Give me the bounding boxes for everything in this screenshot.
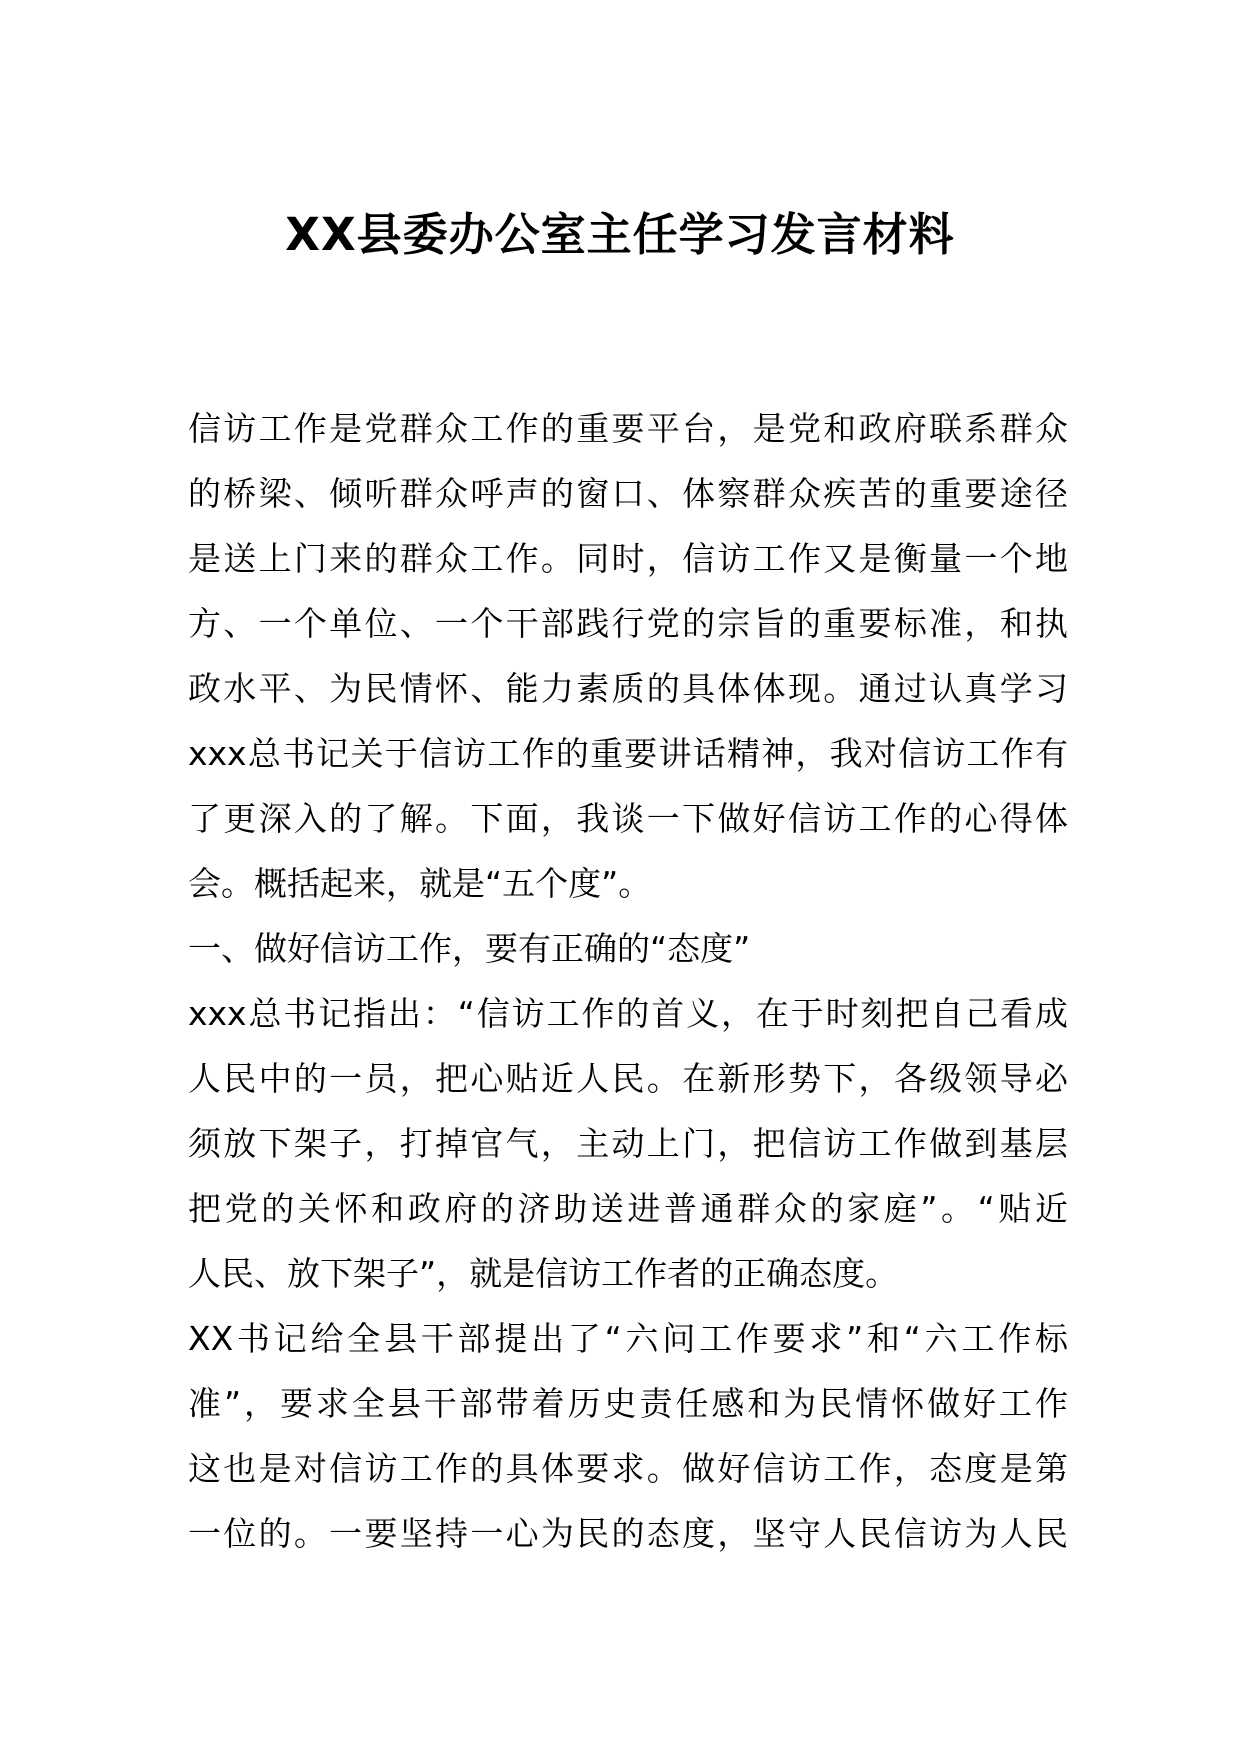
body-line-8: 会。概括起来，就是“五个度”。 xyxy=(188,864,652,903)
body-line-3: 是送上门来的群众工作。同时，信访工作又是衡量一个地 xyxy=(188,539,1068,578)
body-line-10: xxx总书记指出：“信访工作的首义，在于时刻把自己看成 xyxy=(188,994,1068,1033)
body-line-1: 信访工作是党群众工作的重要平台，是党和政府联系群众 xyxy=(188,409,1068,448)
body-line-6: xxx总书记关于信访工作的重要讲话精神，我对信访工作有 xyxy=(188,734,1068,773)
body-line-11: 人民中的一员，把心贴近人民。在新形势下，各级领导必 xyxy=(188,1059,1068,1098)
body-line-7: 了更深入的了解。下面，我谈一下做好信访工作的心得体 xyxy=(188,799,1068,838)
section-heading-1: 一、做好信访工作，要有正确的“态度” xyxy=(188,929,751,968)
document-title: XX县委办公室主任学习发言材料 xyxy=(285,208,955,261)
body-line-14: 人民、放下架子”，就是信访工作者的正确态度。 xyxy=(188,1254,899,1293)
body-line-16: 准”，要求全县干部带着历史责任感和为民情怀做好工作 xyxy=(188,1384,1068,1423)
body-line-12: 须放下架子，打掉官气，主动上门，把信访工作做到基层 xyxy=(188,1124,1068,1163)
body-line-18: 一位的。一要坚持一心为民的态度，坚守人民信访为人民 xyxy=(188,1514,1068,1553)
body-line-4: 方、一个单位、一个干部践行党的宗旨的重要标准，和执 xyxy=(188,604,1068,643)
body-line-17: 这也是对信访工作的具体要求。做好信访工作，态度是第 xyxy=(188,1449,1068,1488)
document-body xyxy=(188,396,1068,1566)
body-line-15: XX书记给全县干部提出了“六问工作要求”和“六工作标 xyxy=(188,1319,1068,1358)
body-line-5: 政水平、为民情怀、能力素质的具体体现。通过认真学习 xyxy=(188,669,1068,708)
body-line-13: 把党的关怀和政府的济助送进普通群众的家庭”。“贴近 xyxy=(188,1189,1068,1228)
body-line-2: 的桥梁、倾听群众呼声的窗口、体察群众疾苦的重要途径 xyxy=(188,474,1068,513)
